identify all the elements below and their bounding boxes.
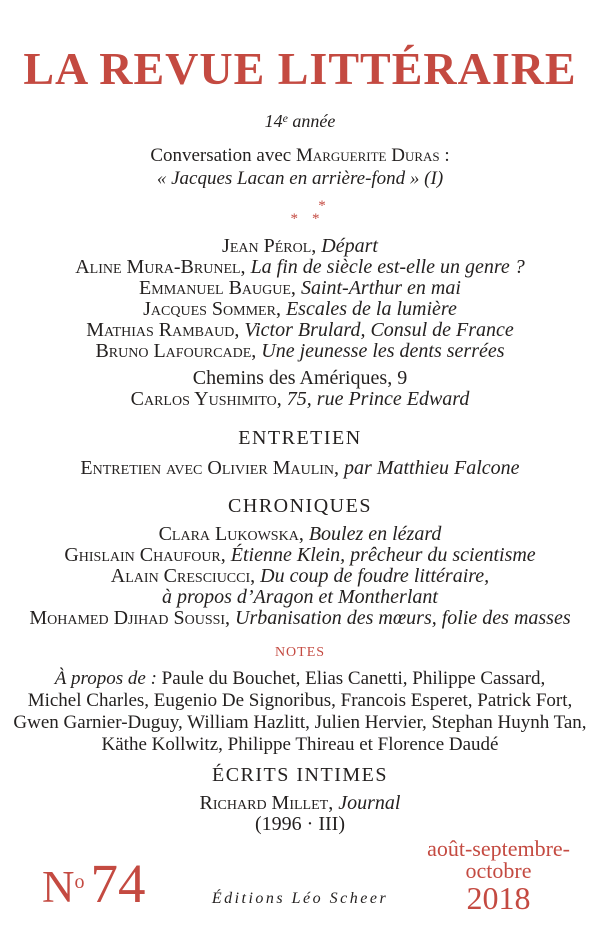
- chronique-entry: [0, 524, 600, 545]
- toc-author: Mathias Rambaud,: [86, 318, 240, 341]
- section-heading-chroniques: CHRONIQUES: [228, 494, 372, 517]
- toc-work-title: Une jeunesse les dents serrées: [256, 339, 505, 362]
- chronique-entry: [0, 545, 600, 566]
- chronique-author: Mohamed Djihad Soussi,: [29, 606, 231, 629]
- toc-work-title: Escales de la lumière: [280, 297, 457, 320]
- asterism-bottom-row: [0, 210, 600, 227]
- notes-line: [0, 668, 600, 690]
- edition-year-number: 14: [264, 110, 283, 131]
- chronique-title-line2: à propos d’Aragon et Montherlant: [162, 585, 438, 608]
- feature-intro: Conversation avec: [150, 144, 296, 166]
- toc-work-title: Départ: [316, 234, 378, 257]
- toc-entry: [0, 257, 600, 278]
- section-heading-ecrits-intimes: ÉCRITS INTIMES: [212, 763, 388, 786]
- issue-number: 74: [90, 853, 146, 914]
- chronique-author: Ghislain Chaufour,: [64, 543, 226, 566]
- chronique-author: Alain Cresciucci,: [110, 564, 256, 587]
- asterism-top-star: *: [318, 197, 326, 214]
- entretien-byline: par Matthieu Falcone: [339, 456, 520, 479]
- toc-entry: [0, 299, 600, 320]
- asterism-right-star: *: [312, 210, 320, 227]
- ecrits-entry: [0, 793, 600, 835]
- entretien-entry: [0, 457, 600, 479]
- asterism-ornament: [0, 197, 600, 227]
- ameriques-block: [0, 368, 600, 410]
- notes-line: Gwen Garnier-Duguy, William Hazlitt, Julien Hervier, Stephan Huynh Tan,: [13, 711, 587, 733]
- chronique-title: Du coup de foudre littéraire,: [255, 564, 490, 587]
- ameriques-entry: [0, 389, 600, 410]
- issue-date-months-2: octobre: [465, 858, 532, 883]
- ecrits-author: Richard Millet,: [199, 791, 334, 814]
- edition-year-ordinal: e: [282, 110, 288, 125]
- issue-letter: N: [42, 862, 75, 912]
- magazine-title: LA REVUE LITTÉRAIRE: [23, 43, 577, 94]
- toc-author: Jean Pérol,: [222, 234, 317, 257]
- edition-year-word: année: [287, 110, 336, 131]
- feature-guest-name: Marguerite Duras: [295, 144, 440, 166]
- feature-title-line: [0, 144, 600, 167]
- notes-intro: À propos de :: [54, 667, 157, 689]
- toc-author: Emmanuel Baugue,: [139, 276, 296, 299]
- issue-date-block: [427, 838, 570, 914]
- toc-author: Jacques Sommer,: [143, 297, 281, 320]
- toc-author: Aline Mura-Brunel,: [75, 255, 246, 278]
- issue-ordinal: o: [74, 871, 85, 893]
- ameriques-series-title: Chemins des Amériques, 9: [192, 366, 408, 389]
- section-heading-notes: NOTES: [274, 644, 326, 660]
- chronique-title: Étienne Klein, prêcheur du scientisme: [225, 543, 536, 566]
- chroniques-list: [0, 524, 600, 629]
- publisher-name: Éditions Léo Scheer: [211, 890, 389, 907]
- feature-block: [0, 144, 600, 190]
- chronique-entry-continuation: [0, 587, 600, 608]
- table-of-contents: [0, 236, 600, 362]
- notes-line: Michel Charles, Eugenio De Signoribus, Francois Esperet, Patrick Fort,: [27, 689, 573, 711]
- toc-work-title: Saint-Arthur en mai: [295, 276, 461, 299]
- chronique-entry: [0, 608, 600, 629]
- toc-work-title: La fin de siècle est-elle un genre ?: [245, 255, 525, 278]
- entretien-subject: Entretien avec Olivier Maulin,: [80, 456, 340, 479]
- asterism-left-star: *: [290, 210, 298, 227]
- chronique-author: Clara Lukowska,: [158, 522, 304, 545]
- edition-year-line: [0, 107, 600, 132]
- ecrits-entry-line1: [0, 793, 600, 814]
- toc-author: Bruno Lafourcade,: [95, 339, 257, 362]
- toc-entry: [0, 320, 600, 341]
- section-heading-entretien: ENTRETIEN: [238, 426, 362, 449]
- notes-paragraph: [0, 668, 600, 756]
- chronique-title: Boulez en lézard: [303, 522, 442, 545]
- ameriques-author: Carlos Yushimito,: [130, 387, 282, 410]
- feature-colon: :: [439, 144, 450, 166]
- issue-date-months-1: août-septembre-: [427, 836, 570, 861]
- ecrits-work-title: Journal: [333, 791, 401, 814]
- toc-entry: [0, 278, 600, 299]
- notes-line: Käthe Kollwitz, Philippe Thireau et Florence Daudé: [101, 733, 499, 755]
- feature-subtitle: « Jacques Lacan en arrière-fond » (I): [156, 167, 444, 189]
- chronique-title: Urbanisation des mœurs, folie des masses: [230, 606, 571, 629]
- toc-entry: [0, 236, 600, 257]
- toc-entry: [0, 341, 600, 362]
- notes-names: Paule du Bouchet, Elias Canetti, Philippe Cassard,: [156, 667, 546, 689]
- ecrits-detail: (1996 · III): [255, 812, 345, 835]
- issue-date-year: 2018: [466, 880, 531, 916]
- toc-work-title: Victor Brulard, Consul de France: [239, 318, 514, 341]
- chronique-entry: [0, 566, 600, 587]
- ameriques-work-title: 75, rue Prince Edward: [281, 387, 470, 410]
